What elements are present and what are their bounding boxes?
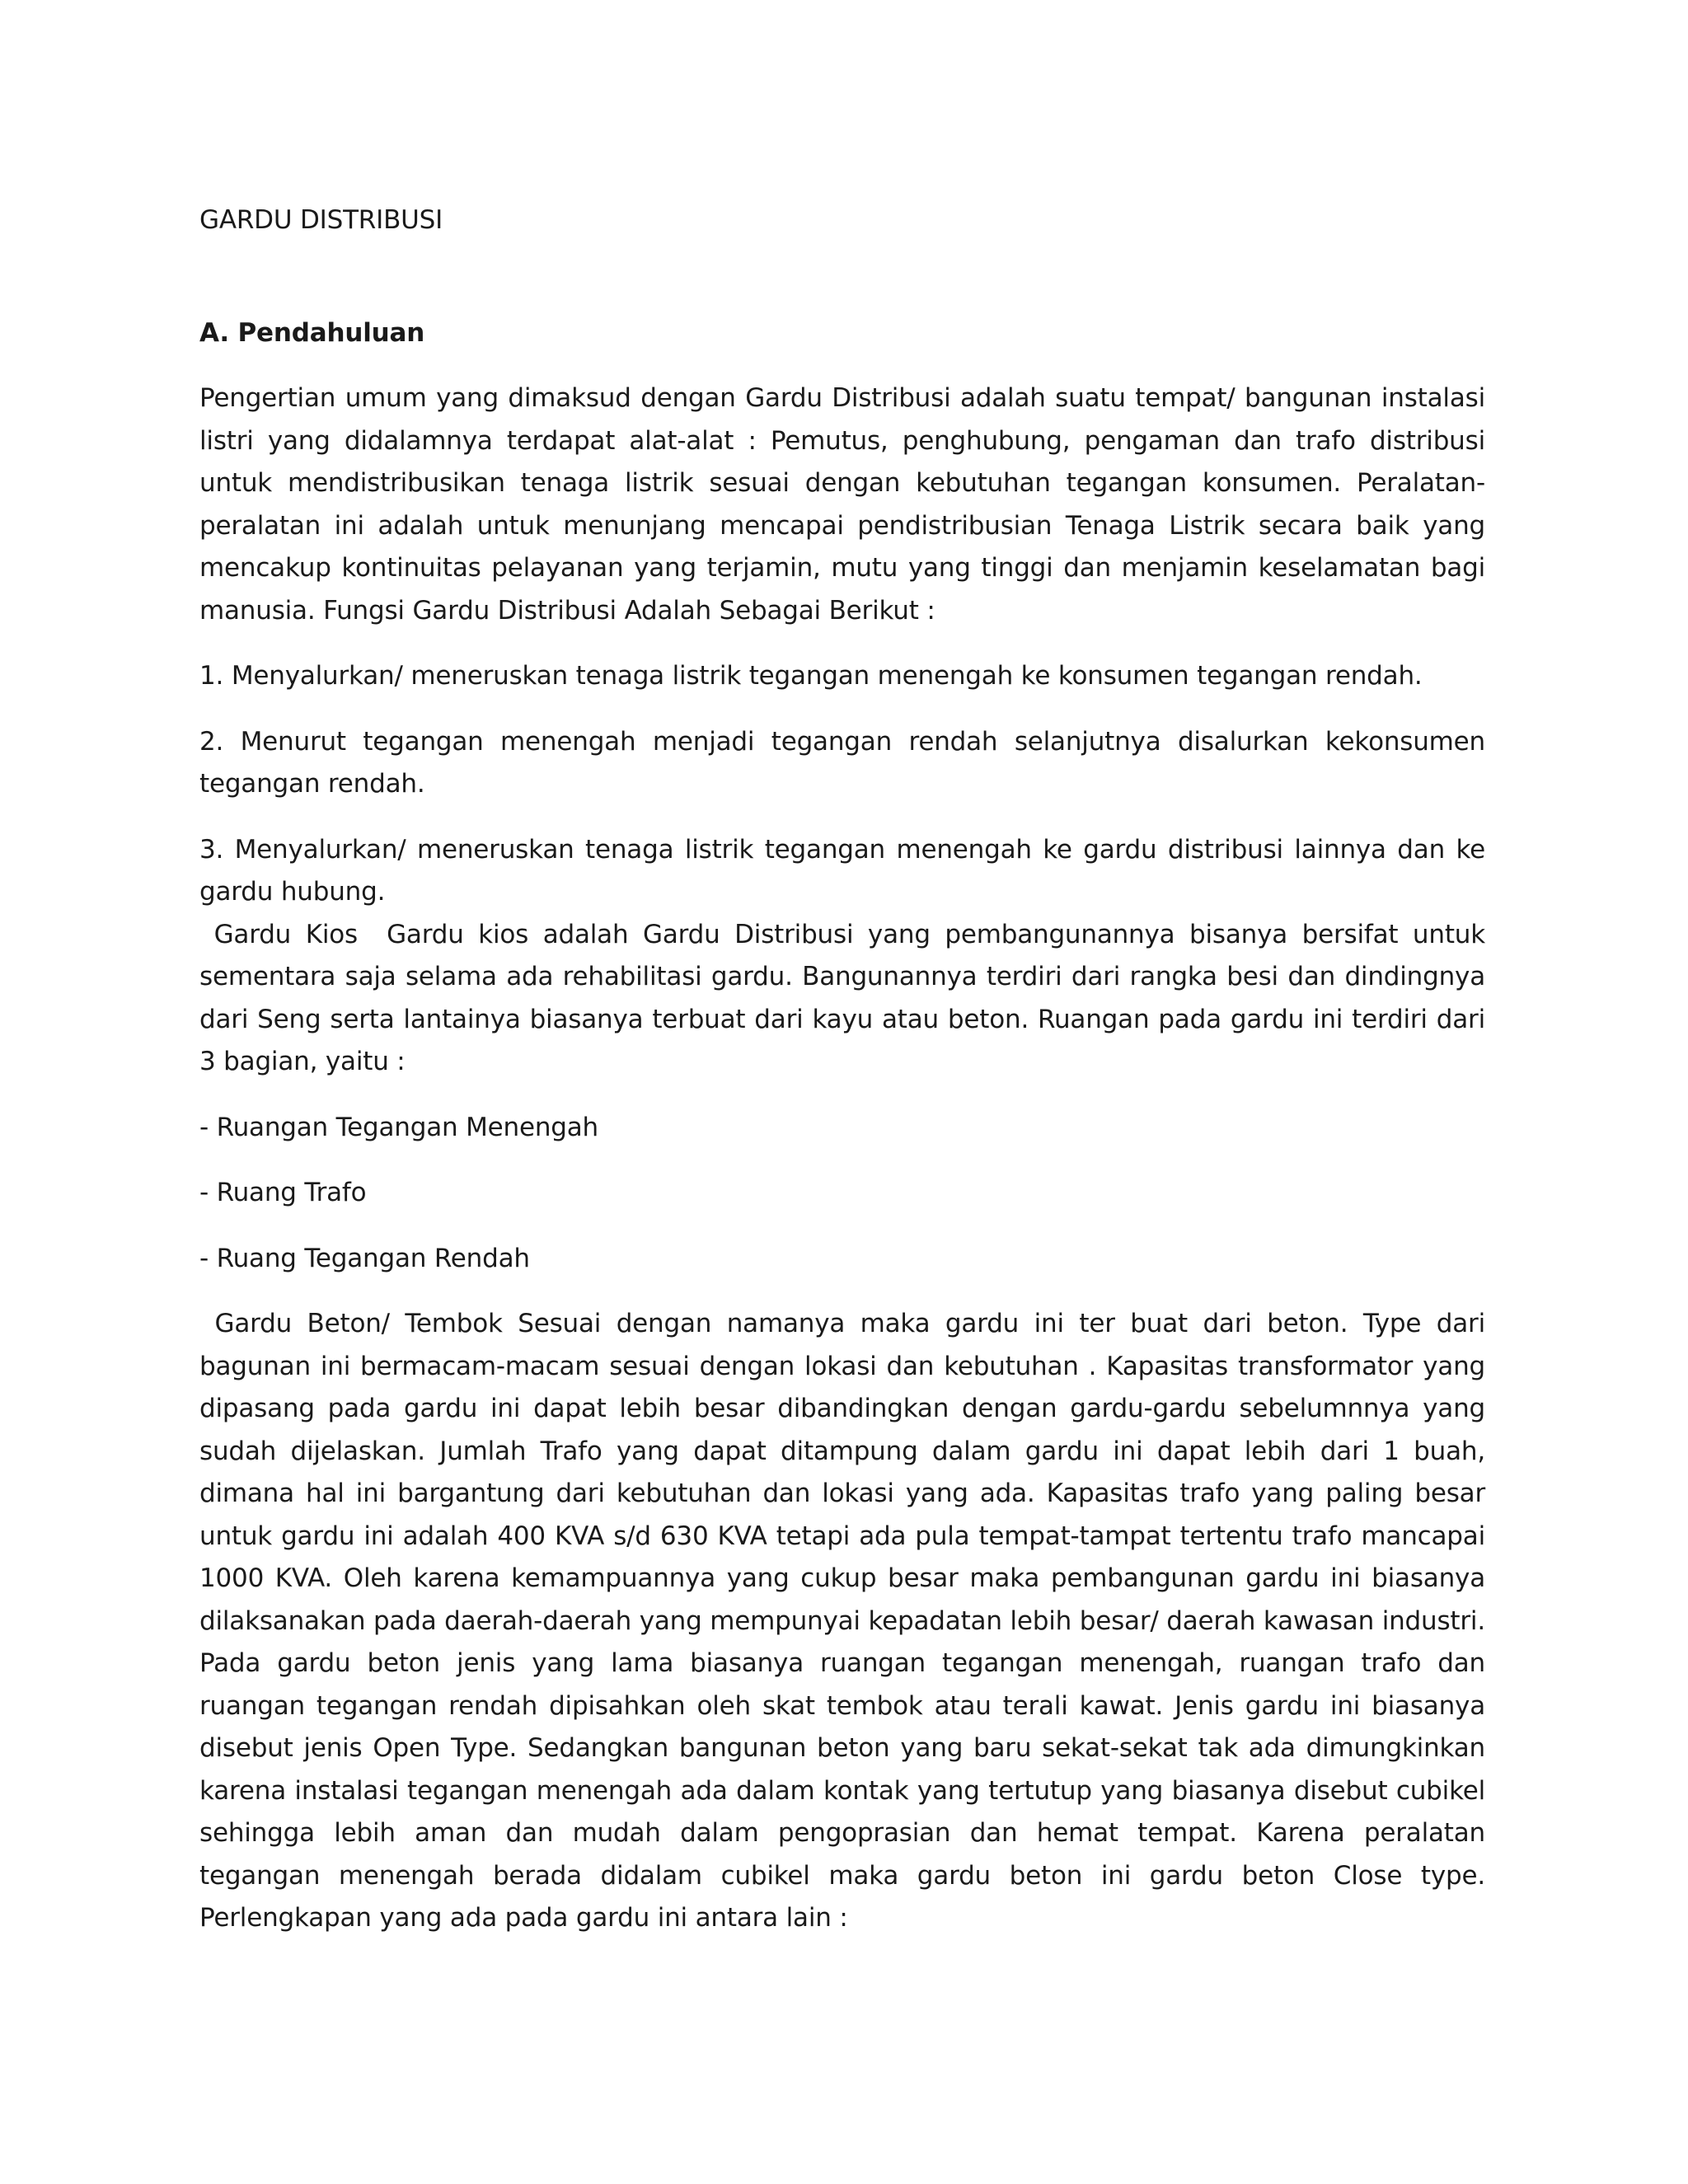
section-heading: A. Pendahuluan <box>199 317 425 348</box>
gardu-kios-paragraph: Gardu Kios Gardu kios adalah Gardu Distribusi yang pembangunannya bisanya bersifat untuk sementara saja selama ada rehabilitasi gardu. Bangunannya terdiri dari rangka besi dan dindingnya dari Seng serta lantainya biasanya terbuat dari kayu atau beton. Ruangan pada gardu ini terdiri dari 3 bagian, yaitu : <box>199 919 1493 1076</box>
intro-paragraph: Pengertian umum yang dimaksud dengan Gardu Distribusi adalah suatu tempat/ bangunan instalasi listri yang didalamnya terdapat alat-alat : Pemutus, penghubung, pengaman dan trafo distribusi untuk mendistribusikan tenaga listrik sesuai dengan kebutuhan tegangan konsumen. Peralatan-peralatan ini adalah untuk menunjang mencapai pendistribusian Tenaga Listrik secara baik yang mencakup kontinuitas pelayanan yang terjamin, mutu yang tinggi dan menjamin keselamatan bagi manusia. Fungsi Gardu Distribusi Adalah Sebagai Berikut : <box>199 383 1485 626</box>
room-item-1: - Ruangan Tegangan Menengah <box>199 1112 599 1142</box>
function-item-3: 3. Menyalurkan/ meneruskan tenaga listrik tegangan menengah ke gardu distribusi lainnya dan ke gardu hubung. <box>199 834 1485 907</box>
room-item-3: - Ruang Tegangan Rendah <box>199 1243 530 1273</box>
function-item-2: 2. Menurut tegangan menengah menjadi tegangan rendah selanjutnya disalurkan kekonsumen tegangan rendah. <box>199 726 1485 799</box>
document-body <box>199 199 1493 1940</box>
function-item-1: 1. Menyalurkan/ meneruskan tenaga listrik tegangan menengah ke konsumen tegangan rendah. <box>199 661 1423 691</box>
gardu-beton-paragraph: Gardu Beton/ Tembok Sesuai dengan namanya maka gardu ini ter buat dari beton. Type dari bagunan ini bermacam-macam sesuai dengan lokasi dan kebutuhan . Kapasitas transformator yang dipasang pada gardu ini dapat lebih besar dibandingkan dengan gardu-gardu sebelumnnya yang sudah dijelaskan. Jumlah Trafo yang dapat ditampung dalam gardu ini dapat lebih dari 1 buah, dimana hal ini bargantung dari kebutuhan dan lokasi yang ada. Kapasitas trafo yang paling besar untuk gardu ini adalah 400 KVA s/d 630 KVA tetapi ada pula tempat-tampat tertentu trafo mancapai 1000 KVA. Oleh karena kemampuannya yang cukup besar maka pembangunan gardu ini biasanya dilaksanakan pada daerah-daerah yang mempunyai kepadatan lebih besar/ daerah kawasan industri. Pada gardu beton jenis yang lama biasanya ruangan tegangan menengah, ruangan trafo dan ruangan tegangan rendah dipisahkan oleh skat tembok atau terali kawat. Jenis gardu ini biasanya disebut jenis Open Type. Sedangkan bangunan beton yang baru sekat-sekat tak ada dimungkinkan karena instalasi tegangan menengah ada dalam kontak yang tertutup yang biasanya disebut cubikel sehingga lebih aman dan mudah dalam pengoprasian dan hemat tempat. Karena peralatan tegangan menengah berada didalam cubikel maka gardu beton ini gardu beton Close type. Perlengkapan yang ada pada gardu ini antara lain : <box>199 1309 1493 1933</box>
document-title: GARDU DISTRIBUSI <box>199 205 443 235</box>
room-item-2: - Ruang Trafo <box>199 1178 367 1207</box>
